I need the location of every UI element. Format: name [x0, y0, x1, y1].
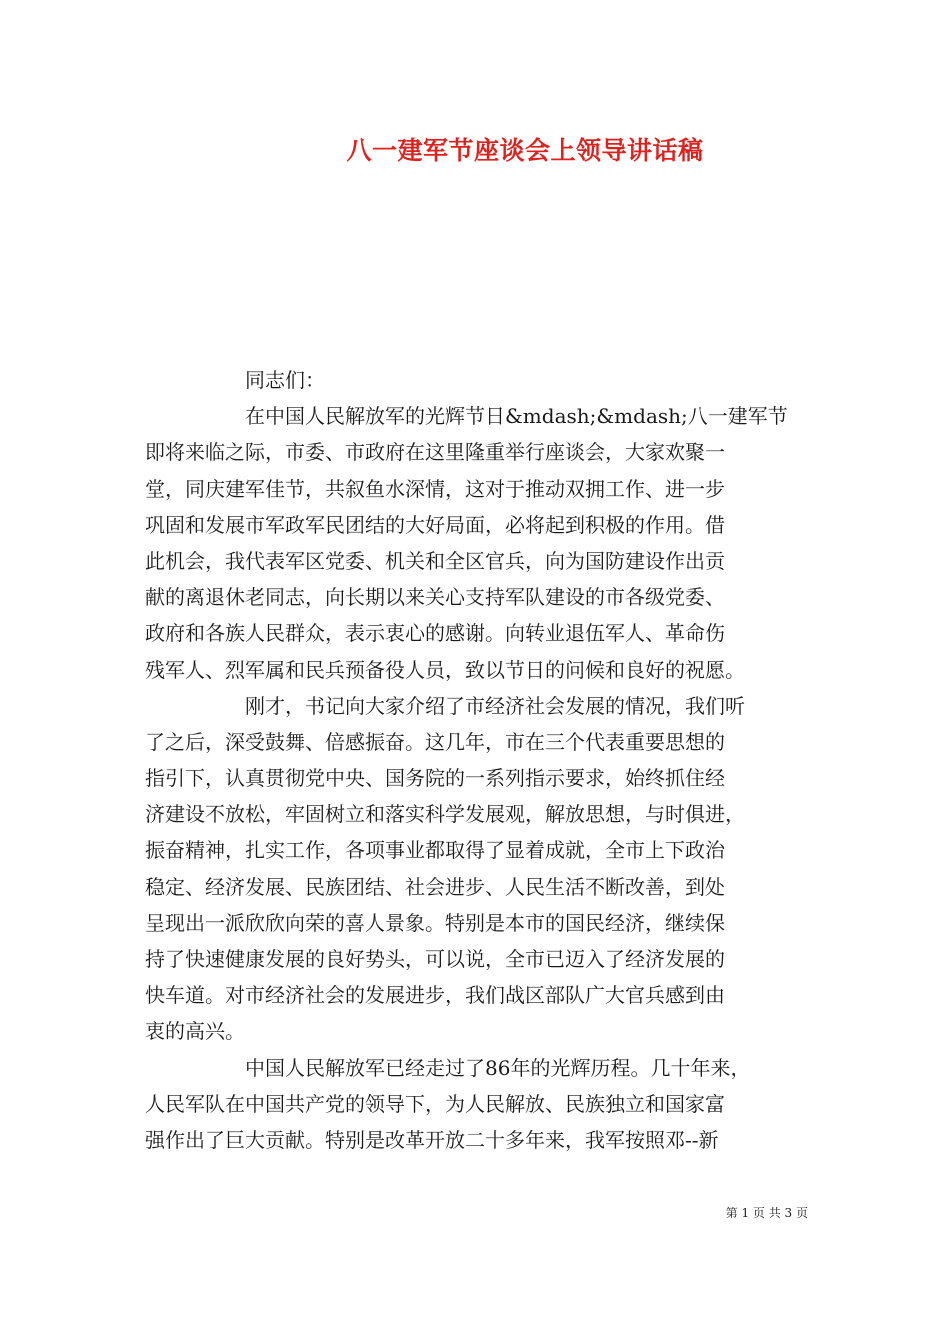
paragraph-line: 中国人民解放军已经走过了86年的光辉历程。几十年来， — [245, 1055, 751, 1080]
paragraph-line: 即将来临之际，市委、市政府在这里隆重举行座谈会，大家欢聚一 — [145, 440, 725, 465]
salutation-line: 同志们： — [245, 368, 325, 392]
paragraph-line: 残军人、烈军属和民兵预备役人员，致以节日的问候和良好的祝愿。 — [145, 657, 745, 682]
page-title: 八一建军节座谈会上领导讲话稿 — [346, 136, 704, 165]
paragraph-line: 快车道。对市经济社会的发展进步，我们战区部队广大官兵感到由 — [145, 983, 725, 1008]
page-number-label: 第 1 页 共 3 页 — [725, 1206, 808, 1220]
paragraph-line: 强作出了巨大贡献。特别是改革开放二十多年来，我军按照邓--新 — [145, 1127, 719, 1152]
paragraph-line: 此机会，我代表军区党委、机关和全区官兵，向为国防建设作出贡 — [145, 548, 725, 573]
paragraph-line: 振奋精神，扎实工作，各项事业都取得了显着成就，全市上下政治 — [145, 838, 725, 863]
paragraph-line: 呈现出一派欣欣向荣的喜人景象。特别是本市的国民经济，继续保 — [145, 910, 725, 935]
paragraph-line: 济建设不放松，牢固树立和落实科学发展观，解放思想，与时俱进， — [145, 802, 745, 827]
paragraph-line: 稳定、经济发展、民族团结、社会进步、人民生活不断改善，到处 — [145, 874, 725, 899]
document-body — [145, 362, 830, 1158]
paragraph-line: 衷的高兴。 — [145, 1019, 245, 1044]
paragraph-line: 了之后，深受鼓舞、倍感振奋。这几年，市在三个代表重要思想的 — [145, 729, 725, 754]
page-footer — [0, 1204, 808, 1221]
paragraph-line: 巩固和发展市军政军民团结的大好局面，必将起到积极的作用。借 — [145, 512, 725, 537]
paragraph-line: 刚才，书记向大家介绍了市经济社会发展的情况，我们听 — [245, 693, 745, 718]
paragraph-line: 政府和各族人民群众，表示衷心的感谢。向转业退伍军人、革命伤 — [145, 621, 725, 646]
paragraph-line: 献的离退休老同志，向长期以来关心支持军队建设的市各级党委、 — [145, 585, 725, 610]
paragraph-line: 在中国人民解放军的光辉节日&mdash;&mdash;八一建军节 — [245, 404, 788, 429]
paragraph-line: 人民军队在中国共产党的领导下，为人民解放、民族独立和国家富 — [145, 1091, 725, 1116]
paragraph-line: 持了快速健康发展的良好势头，可以说，全市已迈入了经济发展的 — [145, 947, 725, 971]
paragraph-line: 堂，同庆建军佳节，共叙鱼水深情，这对于推动双拥工作、进一步 — [145, 476, 725, 501]
paragraph-line: 指引下，认真贯彻党中央、国务院的一系列指示要求，始终抓住经 — [145, 766, 725, 791]
